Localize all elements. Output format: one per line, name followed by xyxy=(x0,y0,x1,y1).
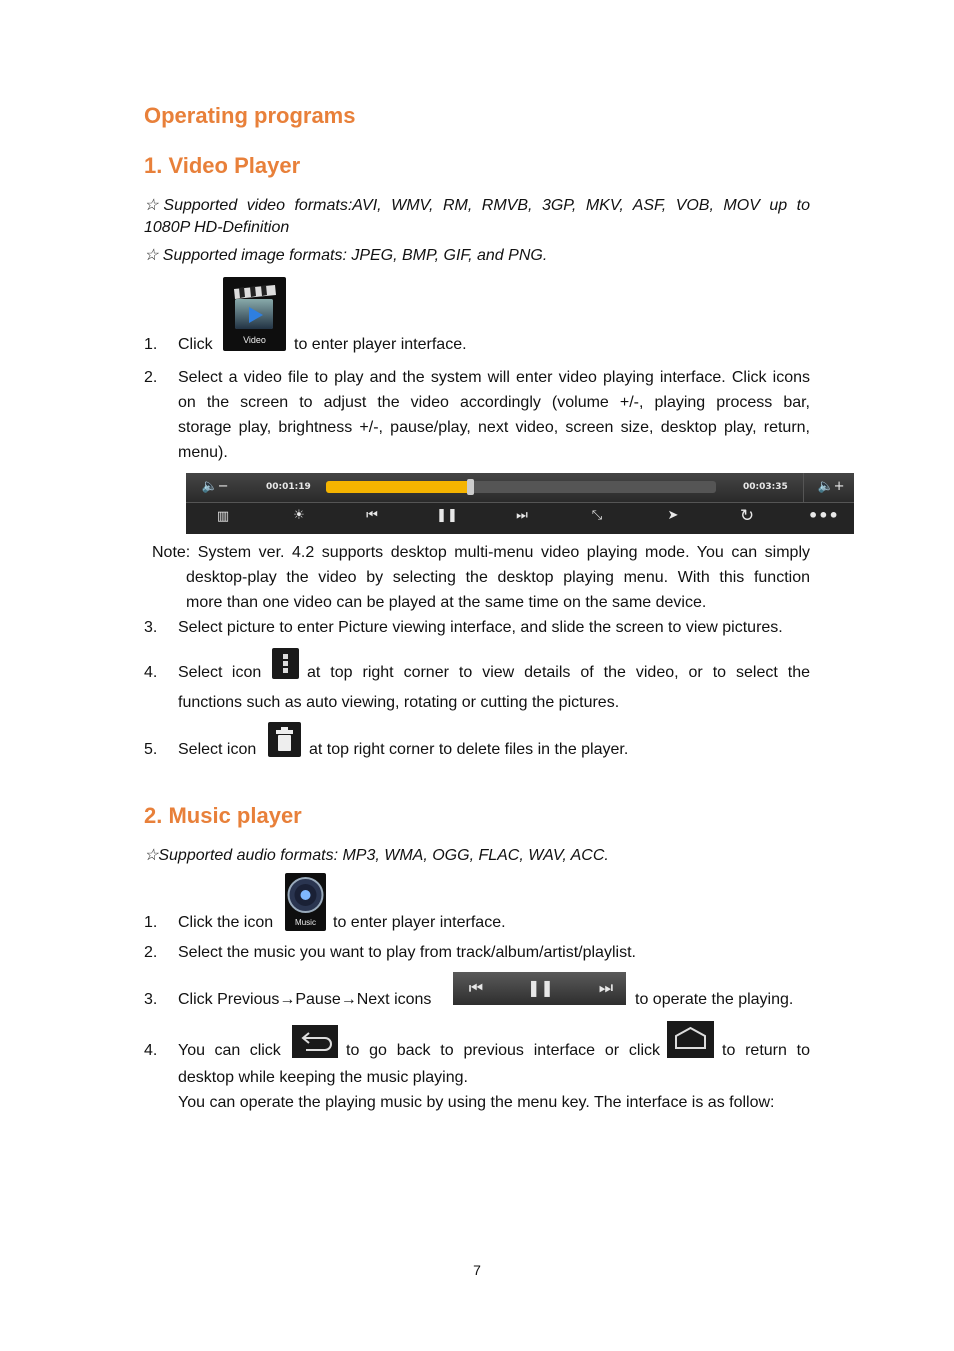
music-step3-post: to operate the playing. xyxy=(635,991,794,1008)
next-icon[interactable]: ⏭ xyxy=(516,508,528,523)
page-number: 7 xyxy=(473,1262,481,1278)
playback-controls-image xyxy=(453,972,626,1005)
step-number: 1. xyxy=(144,336,158,353)
step-number: 2. xyxy=(144,944,158,961)
step-number: 4. xyxy=(144,1042,158,1059)
elapsed-time: 00:01:19 xyxy=(266,482,311,492)
page-heading: Operating programs xyxy=(144,103,356,128)
video-step2-line4: menu). xyxy=(178,444,228,461)
pause-icon[interactable]: ❚❚ xyxy=(436,508,458,523)
video-icon-label: Video xyxy=(243,335,266,345)
screen-size-icon[interactable]: ⤡ xyxy=(591,508,603,523)
music-step1-pre: Click the icon xyxy=(178,914,274,931)
video-step1-post: to enter player interface. xyxy=(294,336,467,353)
previous-icon[interactable]: ⏮ xyxy=(366,508,378,523)
progress-handle[interactable] xyxy=(467,479,474,495)
video-formats-line1: ☆Supported video formats:AVI, WMV, RM, RMVB, 3GP, MKV, ASF, VOB, MOV up to xyxy=(144,197,810,214)
overflow-menu-icon[interactable] xyxy=(272,648,299,679)
trash-icon[interactable] xyxy=(268,722,301,757)
music-app-icon[interactable] xyxy=(285,873,326,931)
volume-up-icon[interactable]: 🔈+ xyxy=(817,479,845,494)
note-line3: more than one video can be played at the same time on the same device. xyxy=(186,594,707,611)
menu-icon[interactable]: ••• xyxy=(808,506,839,525)
back-icon[interactable] xyxy=(292,1025,338,1058)
step-number: 2. xyxy=(144,369,158,386)
pause-track-icon[interactable]: ❚❚ xyxy=(527,978,554,997)
clapperboard-icon xyxy=(223,277,286,337)
step-number: 3. xyxy=(144,619,158,636)
video-player-controls xyxy=(186,473,854,534)
speaker-icon xyxy=(285,873,326,919)
video-step3-text: Select picture to enter Picture viewing interface, and slide the screen to view pictures. xyxy=(178,619,783,636)
volume-down-icon[interactable]: 🔈− xyxy=(201,479,229,494)
music-step1-post: to enter player interface. xyxy=(333,914,506,931)
note-line2: desktop-play the video by selecting the desktop playing menu. With this function xyxy=(186,569,810,586)
music-step2-text: Select the music you want to play from track/album/artist/playlist. xyxy=(178,944,636,961)
return-icon[interactable]: ↻ xyxy=(739,506,755,526)
music-step4-c: to return to xyxy=(722,1042,810,1059)
video-step1-text: Click xyxy=(178,336,213,353)
video-step2-line2: on the screen to adjust the video accordingly (volume +/-, playing process bar, xyxy=(178,394,810,411)
brightness-icon[interactable]: ☀ xyxy=(293,508,305,523)
music-step4-line2: desktop while keeping the music playing. xyxy=(178,1069,468,1086)
video-step2-line3: storage play, brightness +/-, pause/play, next video, screen size, desktop play, return, xyxy=(178,419,810,436)
video-player-heading: 1. Video Player xyxy=(144,153,301,178)
music-player-heading: 2. Music player xyxy=(144,803,302,828)
step-number: 3. xyxy=(144,991,158,1008)
total-time: 00:03:35 xyxy=(743,482,788,492)
previous-track-icon[interactable]: ⏮ xyxy=(468,978,484,997)
music-step4-b: to go back to previous interface or click xyxy=(346,1042,660,1059)
music-step3-pre: Click Previous→Pause→Next icons xyxy=(178,991,432,1008)
video-app-icon[interactable] xyxy=(223,277,286,351)
desktop-play-icon[interactable]: ➤ xyxy=(667,508,679,523)
video-step2-line1: Select a video file to play and the system will enter video playing interface. Click icons xyxy=(178,369,810,386)
progress-fill xyxy=(326,481,470,493)
storage-play-icon[interactable]: ▥ xyxy=(216,509,230,524)
video-step4-pre: Select icon xyxy=(178,664,262,681)
video-formats-line2: 1080P HD-Definition xyxy=(144,219,290,236)
step-number: 5. xyxy=(144,741,158,758)
audio-formats: ☆Supported audio formats: MP3, WMA, OGG, FLAC, WAV, ACC. xyxy=(144,847,609,864)
music-icon-label: Music xyxy=(295,918,316,927)
music-step4-line3: You can operate the playing music by using the menu key. The interface is as follow: xyxy=(178,1094,775,1111)
music-step4-a: You can click xyxy=(178,1042,281,1059)
next-track-icon[interactable]: ⏭ xyxy=(598,978,614,997)
home-icon[interactable] xyxy=(667,1021,714,1058)
video-step5-post: at top right corner to delete files in the player. xyxy=(309,741,629,758)
step-number: 4. xyxy=(144,664,158,681)
note-line1: Note: System ver. 4.2 supports desktop multi-menu video playing mode. You can simply xyxy=(152,544,810,561)
image-formats: ☆ Supported image formats: JPEG, BMP, GIF, and PNG. xyxy=(144,247,548,264)
video-step4-post: at top right corner to view details of the video, or to select the xyxy=(307,664,810,681)
video-step4-line2: functions such as auto viewing, rotating or cutting the pictures. xyxy=(178,694,620,711)
progress-track[interactable] xyxy=(326,481,716,493)
video-step5-pre: Select icon xyxy=(178,741,257,758)
step-number: 1. xyxy=(144,914,158,931)
